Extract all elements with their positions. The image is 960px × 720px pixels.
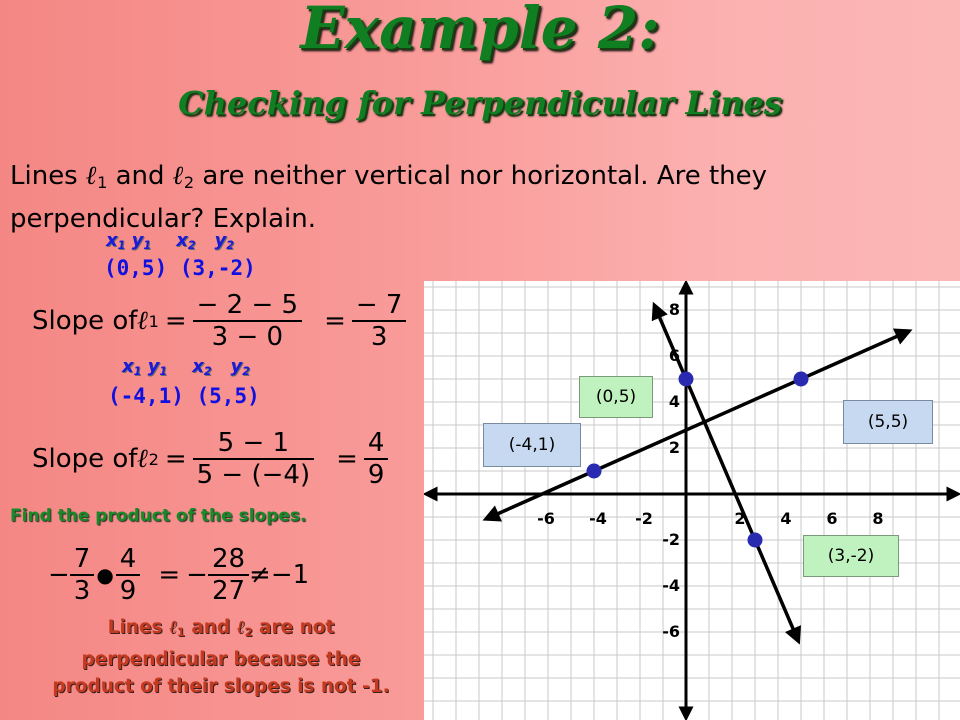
- slope-l1-label: Slope of: [32, 306, 138, 336]
- x-tick-label: -6: [537, 509, 555, 528]
- fraction-denominator: 3 − 0: [211, 322, 284, 352]
- slope-l1-result: [352, 290, 407, 352]
- var-y2: y: [230, 356, 243, 377]
- coordinate-graph: [424, 281, 960, 720]
- var-x2: x: [176, 230, 188, 251]
- l1-sub: 1: [97, 173, 108, 193]
- product-fraction-1: [70, 544, 95, 606]
- minus-sign: −: [48, 560, 70, 590]
- x-tick-label: 6: [826, 509, 838, 528]
- graph-point: [748, 533, 763, 548]
- problem-text-c: are neither vertical nor horizontal. Are they perpendicular? Explain.: [10, 161, 768, 235]
- conclusion-line-2: perpendicular because the: [81, 648, 361, 670]
- line1-points: [104, 256, 256, 280]
- x-tick-label: 4: [780, 509, 792, 528]
- x-tick-label: 8: [872, 509, 884, 528]
- slope-l1-fraction: [193, 290, 302, 352]
- point-label-neg4-1: (-4,1): [483, 423, 581, 467]
- line2-point2: (5,5): [196, 384, 260, 408]
- graph-point: [679, 372, 694, 387]
- slope-l2-fraction: [193, 428, 314, 490]
- line1-point2: (3,-2): [179, 256, 256, 280]
- conclusion-text: are not: [252, 617, 335, 638]
- var-x1: x: [122, 356, 134, 377]
- point-label-3-neg2: (3,-2): [803, 535, 899, 577]
- y-tick-label: 2: [668, 438, 680, 457]
- y-tick-label: 6: [668, 346, 680, 365]
- slide-subtitle: Checking for Perpendicular Lines: [178, 84, 782, 122]
- slope-l2-row: [32, 428, 388, 490]
- var-y1: y: [147, 356, 160, 377]
- equals-sign: =: [164, 306, 187, 336]
- var-x1: x: [106, 230, 118, 251]
- line2-point1: (-4,1): [108, 384, 184, 408]
- product-instruction: Find the product of the slopes.: [10, 506, 307, 526]
- graph-background: [424, 281, 960, 720]
- var-sub: 1: [159, 364, 168, 378]
- fraction-denominator: 27: [211, 576, 246, 606]
- x-tick-label: -2: [635, 509, 653, 528]
- l2-symbol: ℓ: [236, 617, 245, 638]
- equals-sign: =: [158, 560, 181, 590]
- var-sub: 2: [242, 364, 250, 378]
- var-sub: 1: [143, 238, 152, 252]
- problem-text-a: Lines: [10, 161, 86, 191]
- var-sub: 1: [133, 364, 142, 378]
- fraction-numerator: − 2 − 5: [193, 290, 302, 322]
- minus-sign: −: [186, 560, 208, 590]
- slope-l1-sub: 1: [148, 311, 159, 331]
- not-equal-sign: ≠: [249, 560, 271, 590]
- l2-sub: 2: [183, 173, 195, 193]
- y-tick-label: -6: [662, 622, 680, 641]
- fraction-numerator: 5 − 1: [193, 428, 314, 460]
- x-tick-label: 2: [734, 509, 746, 528]
- l2-symbol: ℓ: [172, 161, 184, 191]
- conclusion-line-3: product of their slopes is not -1.: [52, 675, 390, 697]
- l2-sub: 2: [244, 624, 253, 639]
- multiply-dot: ●: [96, 563, 114, 587]
- fraction-numerator: 4: [116, 544, 141, 576]
- var-y1: y: [131, 230, 144, 251]
- graph-point: [794, 372, 809, 387]
- l1-sub: 1: [176, 624, 185, 639]
- l1-symbol: ℓ: [86, 161, 98, 191]
- fraction-numerator: 28: [208, 544, 249, 576]
- point-label-0-5: (0,5): [579, 376, 653, 418]
- fraction-denominator: 9: [119, 576, 137, 606]
- problem-statement: [10, 158, 910, 238]
- var-x2: x: [192, 356, 204, 377]
- y-tick-label: 8: [668, 300, 680, 319]
- conclusion-line-1: [4, 614, 438, 646]
- y-tick-label: -2: [662, 530, 680, 549]
- var-sub: 1: [117, 238, 126, 252]
- conclusion: [4, 614, 438, 700]
- var-y2: y: [214, 230, 227, 251]
- slope-l1-symbol: ℓ: [137, 306, 149, 336]
- y-tick-label: 4: [668, 392, 680, 411]
- equals-sign: =: [324, 306, 346, 336]
- fraction-denominator: 3: [73, 576, 91, 606]
- fraction-denominator: 3: [370, 322, 388, 352]
- slope-l2-symbol: ℓ: [137, 444, 149, 474]
- line1-point1: (0,5): [104, 256, 168, 280]
- fraction-numerator: − 7: [352, 290, 407, 322]
- line2-var-labels: [122, 356, 250, 378]
- graph-point: [587, 464, 602, 479]
- slope-l2-sub: 2: [148, 449, 159, 469]
- y-tick-label: -4: [662, 576, 680, 595]
- fraction-denominator: 5 − (−4): [196, 460, 311, 490]
- conclusion-text: and: [184, 617, 237, 638]
- equals-sign: =: [336, 444, 358, 474]
- slope-l1-row: [32, 290, 406, 352]
- fraction-denominator: 9: [367, 460, 385, 490]
- fraction-numerator: 4: [364, 428, 389, 460]
- problem-text-b: and: [107, 161, 173, 191]
- slope-l2-result: [364, 428, 389, 490]
- product-fraction-2: [116, 544, 141, 606]
- slide-title: Example 2:: [300, 0, 660, 62]
- x-tick-label: -4: [589, 509, 607, 528]
- var-sub: 2: [226, 238, 234, 252]
- var-sub: 2: [203, 364, 212, 378]
- fraction-numerator: 7: [70, 544, 95, 576]
- product-fraction-3: [208, 544, 249, 606]
- product-rhs: −1: [270, 560, 310, 590]
- line1-var-labels: [106, 230, 234, 252]
- point-label-5-5: (5,5): [843, 400, 933, 444]
- equals-sign: =: [164, 444, 187, 474]
- line2-points: [108, 384, 260, 408]
- var-sub: 2: [187, 238, 196, 252]
- conclusion-text: Lines: [107, 617, 169, 638]
- product-equation: [48, 544, 309, 606]
- slope-l2-label: Slope of: [32, 444, 138, 474]
- l1-symbol: ℓ: [168, 617, 177, 638]
